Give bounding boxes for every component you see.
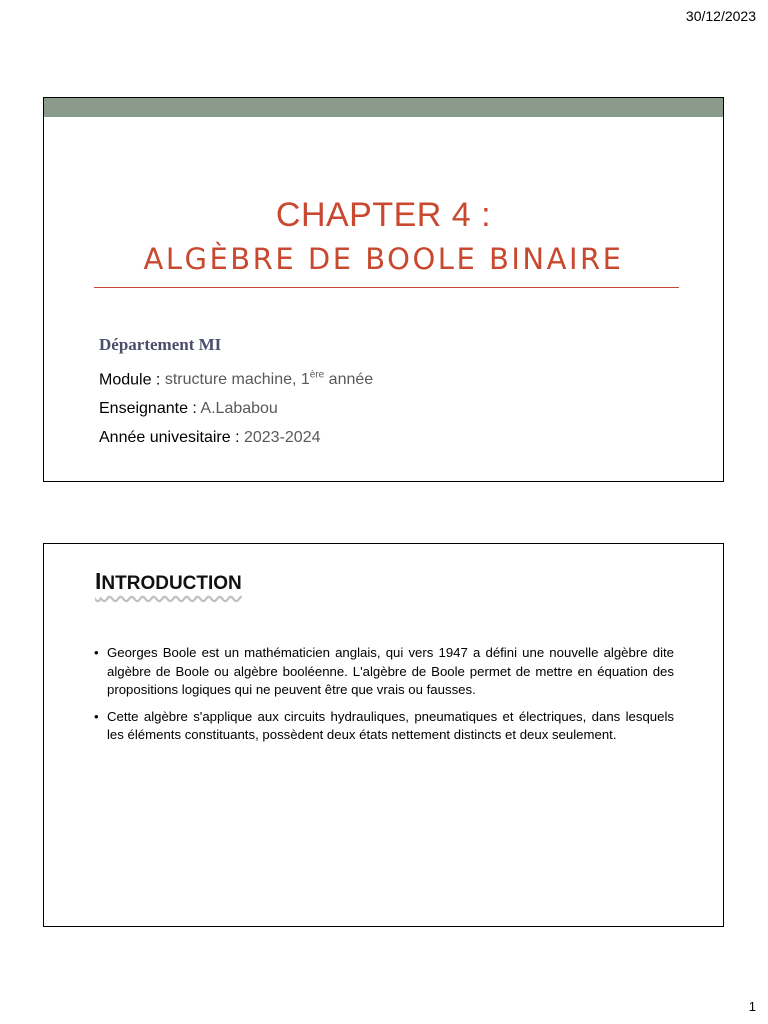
slide-introduction bbox=[43, 543, 724, 927]
print-date: 30/12/2023 bbox=[685, 8, 756, 24]
module-value-prefix: structure machine, 1 bbox=[160, 371, 310, 389]
bullet-item bbox=[94, 644, 674, 700]
slide-header-band bbox=[44, 98, 723, 117]
introduction-heading bbox=[95, 568, 242, 595]
bullet-text: Georges Boole est un mathématicien anglais, qui vers 1947 a défini une nouvelle algèbre dite algèbre de Boole ou algèbre booléenne. L'algèbre de Boole permet de mettre en équation des propositions logiques qui ne peuvent être que vrais ou fausses. bbox=[107, 645, 674, 697]
module-label: Module : bbox=[99, 371, 161, 389]
year-line bbox=[99, 423, 373, 452]
bullet-dot: • bbox=[94, 645, 99, 660]
module-line bbox=[99, 361, 373, 394]
heading-initial: I bbox=[95, 568, 102, 594]
page-number: 1 bbox=[748, 999, 756, 1014]
heading-rest: NTRODUCTION bbox=[101, 573, 242, 594]
teacher-line bbox=[99, 394, 373, 423]
module-value bbox=[160, 371, 373, 388]
chapter-title: CHAPTER 4 : bbox=[275, 196, 492, 234]
year-label: Année univesitaire : bbox=[99, 429, 240, 447]
title-divider bbox=[94, 287, 679, 288]
module-value-suffix: année bbox=[324, 371, 374, 389]
bullet-text: Cette algèbre s'applique aux circuits hydrauliques, pneumatiques et électriques, dans lesquels les éléments constituants, possèdent deux états nettement distincts et deux seulement. bbox=[107, 708, 674, 742]
bullet-dot: • bbox=[94, 708, 99, 724]
bullet-item bbox=[94, 708, 674, 745]
module-value-sup: ère bbox=[309, 370, 325, 381]
year-value: 2023-2024 bbox=[239, 429, 321, 447]
slide-title bbox=[43, 97, 724, 482]
bullet-list bbox=[94, 644, 674, 753]
teacher-label: Enseignante : bbox=[99, 400, 197, 418]
chapter-subtitle: ALGÈBRE DE BOOLE BINAIRE bbox=[143, 242, 624, 276]
department-label: Département MI bbox=[99, 335, 222, 354]
course-info bbox=[99, 335, 373, 452]
teacher-value: A.Lababou bbox=[196, 400, 278, 418]
